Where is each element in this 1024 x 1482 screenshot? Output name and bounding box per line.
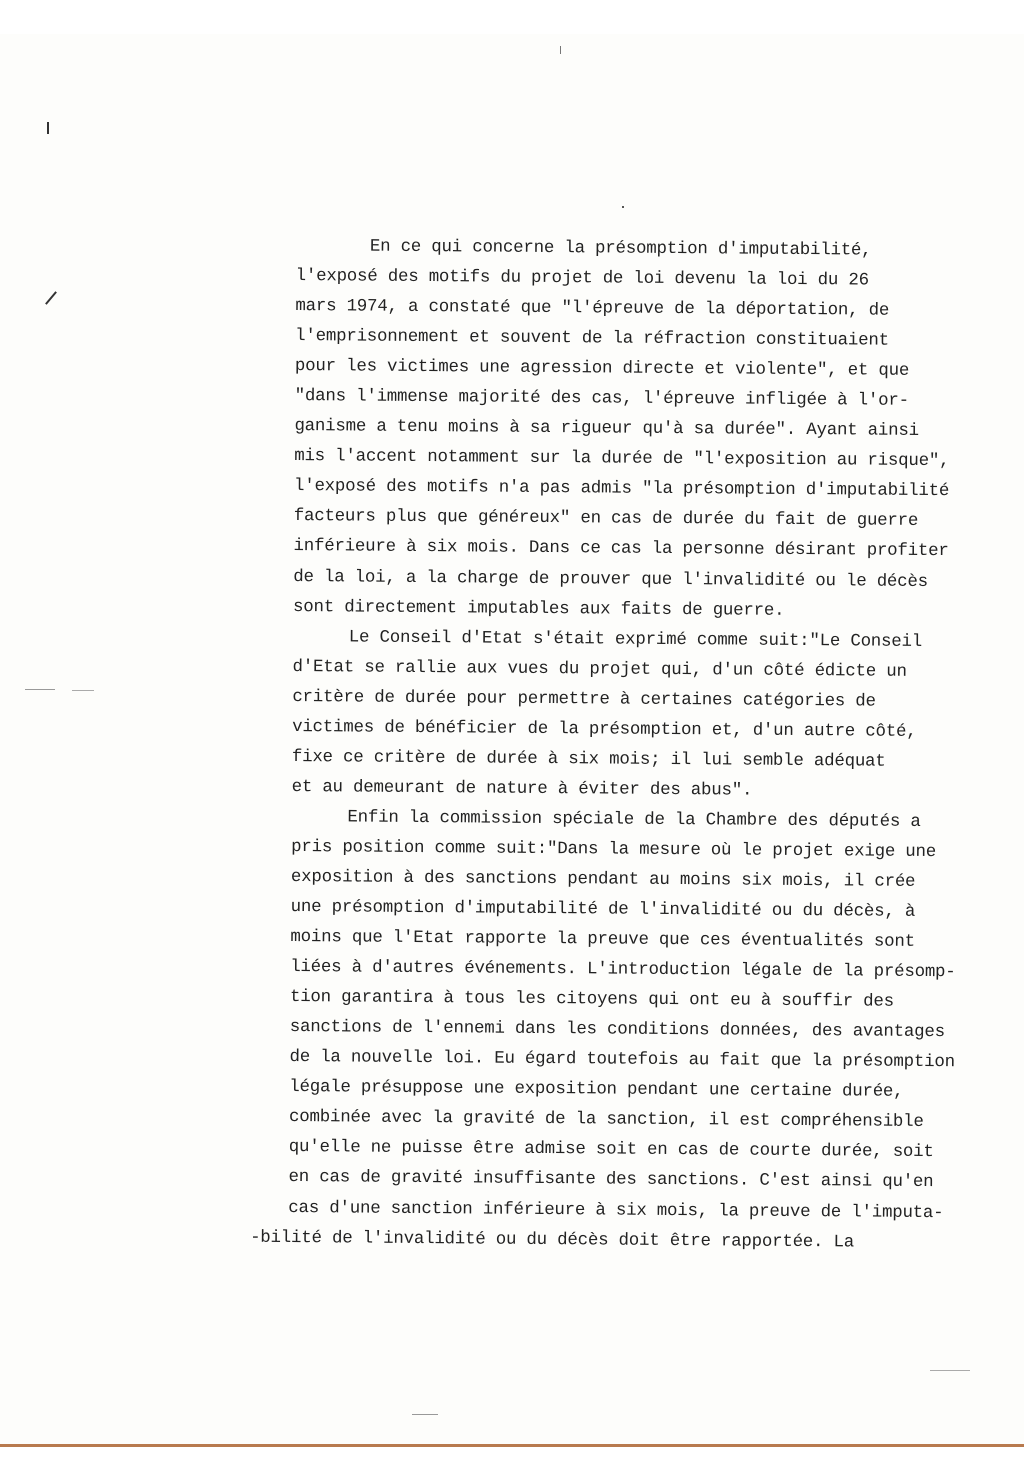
paragraph-p3 <box>250 803 1017 1259</box>
typewritten-text <box>250 232 1021 1259</box>
text-line: liées à d'autres événements. L'introduction légale de la présomp- <box>290 958 956 983</box>
text-line: pour les victimes une agression directe et violente", et que <box>294 357 910 382</box>
text-line: et au demeurant de nature à éviter des abus". <box>291 777 753 801</box>
text-line: critère de durée pour permettre à certaines catégories de <box>292 687 876 712</box>
text-line: Le Conseil d'Etat s'était exprimé comme suit:"Le Conseil <box>348 628 923 652</box>
text-line: de la loi, a la charge de prouver que l'invalidité ou le décès <box>293 567 928 592</box>
text-line: légale présuppose une exposition pendant une certaine durée, <box>289 1078 904 1103</box>
text-line: fixe ce critère de durée à six mois; il lui semble adéquat <box>291 747 886 772</box>
text-line: En ce qui concerne la présomption d'imputabilité, <box>369 237 872 261</box>
text-line: cas d'une sanction inférieure à six mois, la preuve de l'imputa- <box>288 1198 944 1223</box>
text-line: ganisme a tenu moins à sa rigueur qu'à sa durée". Ayant ainsi <box>294 417 919 442</box>
text-line: "dans l'immense majorité des cas, l'épreuve infligée à l'or- <box>294 387 909 412</box>
text-line: sont directement imputables aux faits de guerre. <box>292 597 785 621</box>
text-line: en cas de gravité insuffisante des sanctions. C'est ainsi qu'en <box>288 1168 934 1193</box>
scan-top-margin <box>0 0 1024 34</box>
scan-speck <box>47 122 49 134</box>
text-line: -bilité de l'invalidité ou du décès doit être rapportée. La <box>250 1228 855 1252</box>
text-line: victimes de bénéficier de la présomption et, d'un autre côté, <box>292 717 917 742</box>
text-line: l'exposé des motifs du projet de loi devenu la loi du 26 <box>295 267 869 291</box>
text-line: exposition à des sanctions pendant au moins six mois, il crée <box>290 867 916 892</box>
scan-bottom-margin <box>0 1447 1024 1482</box>
scan-speck <box>412 1414 438 1415</box>
text-line: qu'elle ne puisse être admise soit en cas de courte durée, soit <box>288 1138 934 1163</box>
text-line: Enfin la commission spéciale de la Chambre des députés a <box>347 808 921 832</box>
scan-speck <box>25 689 55 690</box>
text-line: de la nouvelle loi. Eu égard toutefois au fait que la présomption <box>289 1048 955 1073</box>
paragraph-p2 <box>292 623 1018 809</box>
text-line: moins que l'Etat rapporte la preuve que ces éventualités sont <box>290 928 915 952</box>
text-line: d'Etat se rallie aux vues du projet qui, d'un côté édicte un <box>292 657 907 682</box>
text-line: mars 1974, a constaté que "l'épreuve de la déportation, de <box>295 297 890 321</box>
scan-speck <box>72 690 94 691</box>
text-line: une présomption d'imputabilité de l'invalidité ou du décès, à <box>290 898 916 922</box>
text-line: mis l'accent notamment sur la durée de "l'exposition au risque", <box>294 447 950 472</box>
text-line: facteurs plus que généreux" en cas de durée du fait de guerre <box>293 507 919 532</box>
scan-speck <box>622 206 624 208</box>
scan-speck <box>560 46 561 54</box>
text-line: l'exposé des motifs n'a pas admis "la présomption d'imputabilité <box>293 477 950 502</box>
paragraph-p1 <box>293 232 1021 628</box>
text-line: tion garantira à tous les citoyens qui ont eu à souffir des <box>289 988 894 1012</box>
text-line: pris position comme suit:"Dans la mesure où le projet exige une <box>291 837 937 862</box>
scan-speck <box>930 1370 970 1371</box>
text-line: l'emprisonnement et souvent de la réfraction constituaient <box>295 327 889 351</box>
text-line: inférieure à six mois. Dans ce cas la personne désirant profiter <box>293 537 949 562</box>
text-line: sanctions de l'ennemi dans les conditions données, des avantages <box>289 1018 945 1043</box>
scan-speck <box>45 291 57 305</box>
text-line: combinée avec la gravité de la sanction, il est compréhensible <box>288 1108 924 1133</box>
